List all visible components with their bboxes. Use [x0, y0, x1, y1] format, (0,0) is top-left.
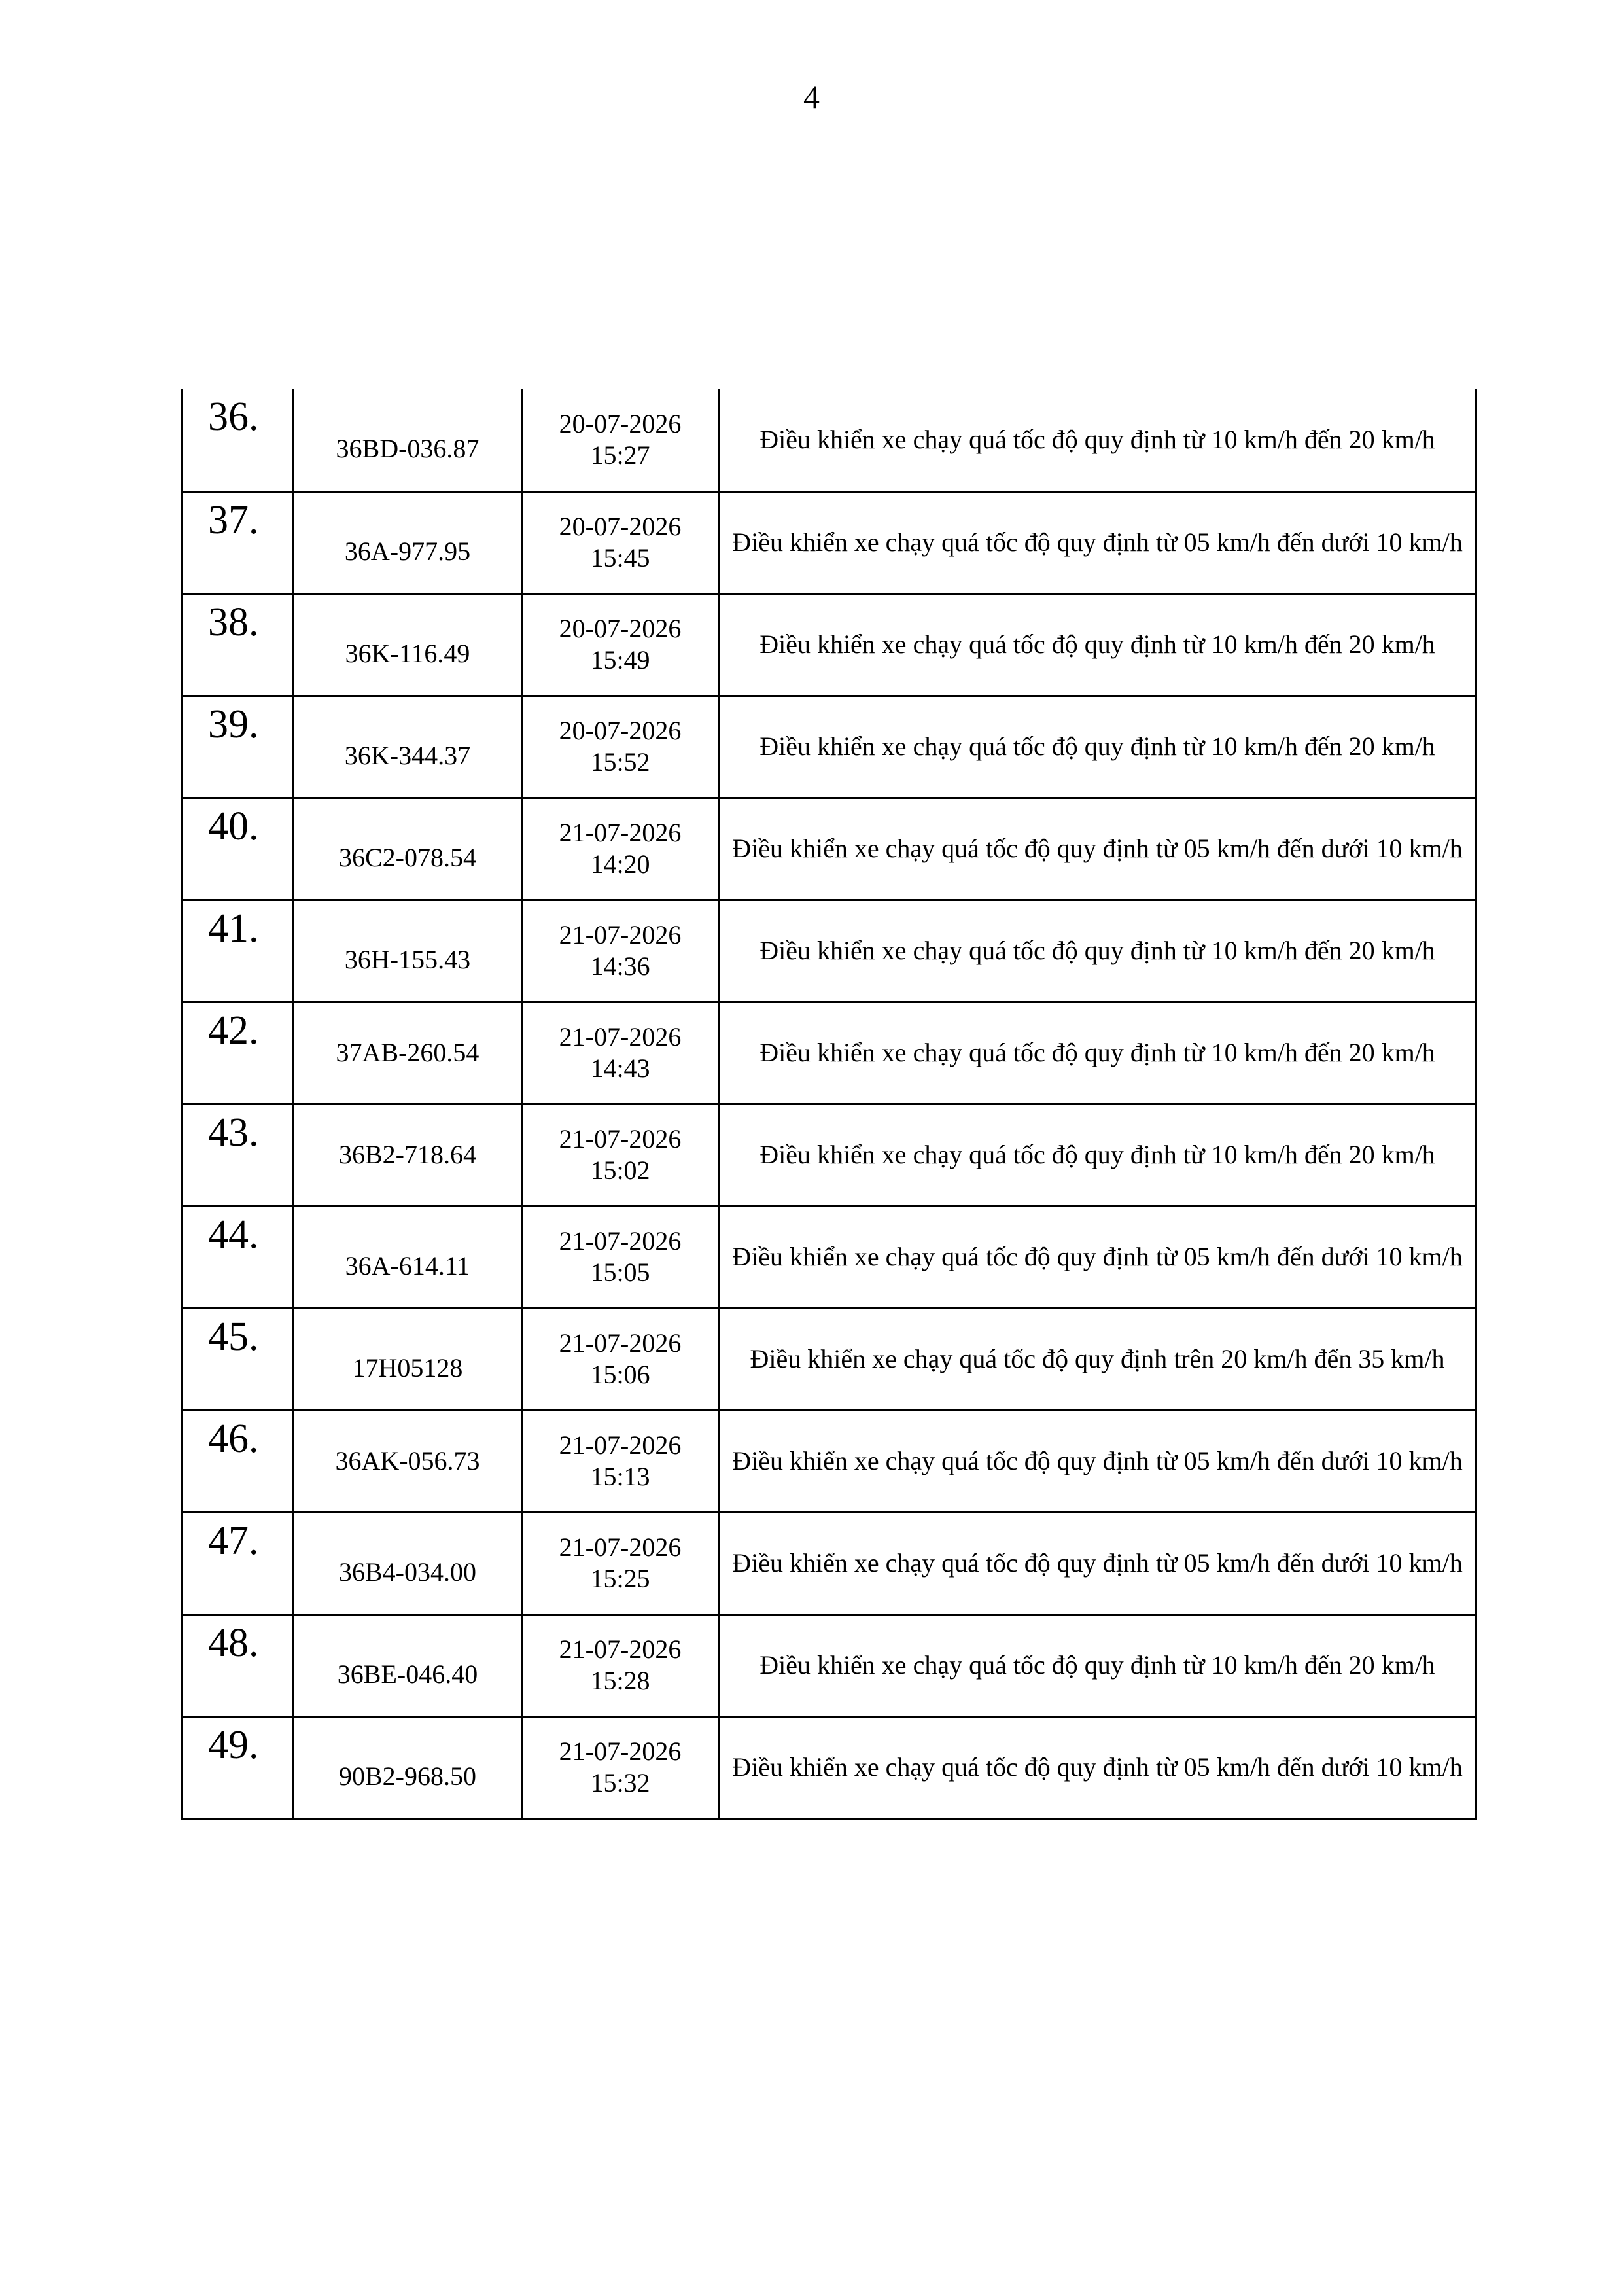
row-number: 43. [183, 1104, 294, 1206]
violation-description: Điều khiển xe chạy quá tốc độ quy định từ 10 km/h đến 20 km/h [719, 389, 1476, 491]
violation-date: 21-07-2026 [559, 818, 682, 847]
violation-datetime [522, 1410, 719, 1512]
violation-date: 21-07-2026 [559, 1124, 682, 1154]
violation-datetime [522, 1002, 719, 1104]
violation-time: 15:05 [590, 1258, 650, 1287]
row-number: 38. [183, 593, 294, 696]
violation-description: Điều khiển xe chạy quá tốc độ quy định từ 10 km/h đến 20 km/h [719, 1104, 1476, 1206]
license-plate: 90B2-968.50 [294, 1716, 522, 1818]
table-row [183, 1104, 1476, 1206]
license-plate: 17H05128 [294, 1308, 522, 1410]
violation-time: 15:25 [590, 1564, 650, 1593]
row-number: 40. [183, 798, 294, 900]
violation-date: 20-07-2026 [559, 716, 682, 745]
row-number: 46. [183, 1410, 294, 1512]
license-plate: 36K-344.37 [294, 696, 522, 798]
violation-time: 15:49 [590, 645, 650, 675]
license-plate: 36A-614.11 [294, 1206, 522, 1308]
violation-datetime [522, 900, 719, 1002]
violation-time: 15:52 [590, 747, 650, 777]
violations-table [181, 389, 1477, 1820]
violation-date: 21-07-2026 [559, 1430, 682, 1460]
license-plate: 36A-977.95 [294, 491, 522, 593]
violation-date: 21-07-2026 [559, 1022, 682, 1051]
violation-description: Điều khiển xe chạy quá tốc độ quy định trên 20 km/h đến 35 km/h [719, 1308, 1476, 1410]
license-plate: 36BE-046.40 [294, 1614, 522, 1716]
violation-date: 21-07-2026 [559, 1226, 682, 1256]
license-plate: 37AB-260.54 [294, 1002, 522, 1104]
violation-time: 14:36 [590, 951, 650, 981]
license-plate: 36K-116.49 [294, 593, 522, 696]
violation-description: Điều khiển xe chạy quá tốc độ quy định từ 05 km/h đến dưới 10 km/h [719, 1512, 1476, 1614]
violation-date: 21-07-2026 [559, 1634, 682, 1664]
row-number: 49. [183, 1716, 294, 1818]
table-row [183, 593, 1476, 696]
violation-datetime [522, 1206, 719, 1308]
table-row [183, 1206, 1476, 1308]
table-row [183, 900, 1476, 1002]
violation-date: 21-07-2026 [559, 1532, 682, 1562]
row-number: 36. [183, 389, 294, 491]
violations-table-body [183, 389, 1476, 1818]
table-row [183, 1308, 1476, 1410]
row-number: 45. [183, 1308, 294, 1410]
table-row [183, 1614, 1476, 1716]
page-number: 4 [803, 79, 820, 115]
violation-description: Điều khiển xe chạy quá tốc độ quy định từ 10 km/h đến 20 km/h [719, 696, 1476, 798]
table-row [183, 1410, 1476, 1512]
table-row [183, 696, 1476, 798]
violation-datetime [522, 798, 719, 900]
violation-date: 21-07-2026 [559, 920, 682, 949]
violation-description: Điều khiển xe chạy quá tốc độ quy định từ 05 km/h đến dưới 10 km/h [719, 1206, 1476, 1308]
violation-time: 15:02 [590, 1156, 650, 1185]
row-number: 37. [183, 491, 294, 593]
violation-description: Điều khiển xe chạy quá tốc độ quy định từ 10 km/h đến 20 km/h [719, 1614, 1476, 1716]
violation-description: Điều khiển xe chạy quá tốc độ quy định từ 10 km/h đến 20 km/h [719, 1002, 1476, 1104]
violation-date: 20-07-2026 [559, 409, 682, 439]
row-number: 42. [183, 1002, 294, 1104]
violation-time: 15:28 [590, 1666, 650, 1695]
row-number: 48. [183, 1614, 294, 1716]
license-plate: 36B2-718.64 [294, 1104, 522, 1206]
license-plate: 36B4-034.00 [294, 1512, 522, 1614]
table-row [183, 798, 1476, 900]
violation-description: Điều khiển xe chạy quá tốc độ quy định từ 05 km/h đến dưới 10 km/h [719, 1410, 1476, 1512]
license-plate: 36C2-078.54 [294, 798, 522, 900]
violation-date: 21-07-2026 [559, 1737, 682, 1766]
violation-datetime [522, 1614, 719, 1716]
violation-datetime [522, 1308, 719, 1410]
violation-date: 20-07-2026 [559, 512, 682, 541]
violation-time: 14:20 [590, 849, 650, 879]
table-row [183, 1512, 1476, 1614]
violation-datetime [522, 1512, 719, 1614]
violation-date: 20-07-2026 [559, 614, 682, 643]
violation-datetime [522, 491, 719, 593]
violation-time: 15:45 [590, 543, 650, 573]
license-plate: 36BD-036.87 [294, 389, 522, 491]
violation-description: Điều khiển xe chạy quá tốc độ quy định từ 10 km/h đến 20 km/h [719, 900, 1476, 1002]
violation-time: 14:43 [590, 1053, 650, 1083]
row-number: 44. [183, 1206, 294, 1308]
violation-datetime [522, 389, 719, 491]
violation-time: 15:32 [590, 1768, 650, 1797]
row-number: 41. [183, 900, 294, 1002]
violation-description: Điều khiển xe chạy quá tốc độ quy định từ 05 km/h đến dưới 10 km/h [719, 491, 1476, 593]
row-number: 47. [183, 1512, 294, 1614]
violation-datetime [522, 696, 719, 798]
violation-time: 15:27 [590, 440, 650, 470]
license-plate: 36AK-056.73 [294, 1410, 522, 1512]
violation-time: 15:06 [590, 1360, 650, 1389]
license-plate: 36H-155.43 [294, 900, 522, 1002]
table-row [183, 1716, 1476, 1818]
table-row [183, 1002, 1476, 1104]
table-row [183, 389, 1476, 491]
violation-time: 15:13 [590, 1462, 650, 1491]
violation-datetime [522, 593, 719, 696]
violation-datetime [522, 1104, 719, 1206]
violation-datetime [522, 1716, 719, 1818]
violation-description: Điều khiển xe chạy quá tốc độ quy định từ 10 km/h đến 20 km/h [719, 593, 1476, 696]
violation-description: Điều khiển xe chạy quá tốc độ quy định từ 05 km/h đến dưới 10 km/h [719, 798, 1476, 900]
violation-description: Điều khiển xe chạy quá tốc độ quy định từ 05 km/h đến dưới 10 km/h [719, 1716, 1476, 1818]
violation-date: 21-07-2026 [559, 1328, 682, 1358]
row-number: 39. [183, 696, 294, 798]
table-row [183, 491, 1476, 593]
